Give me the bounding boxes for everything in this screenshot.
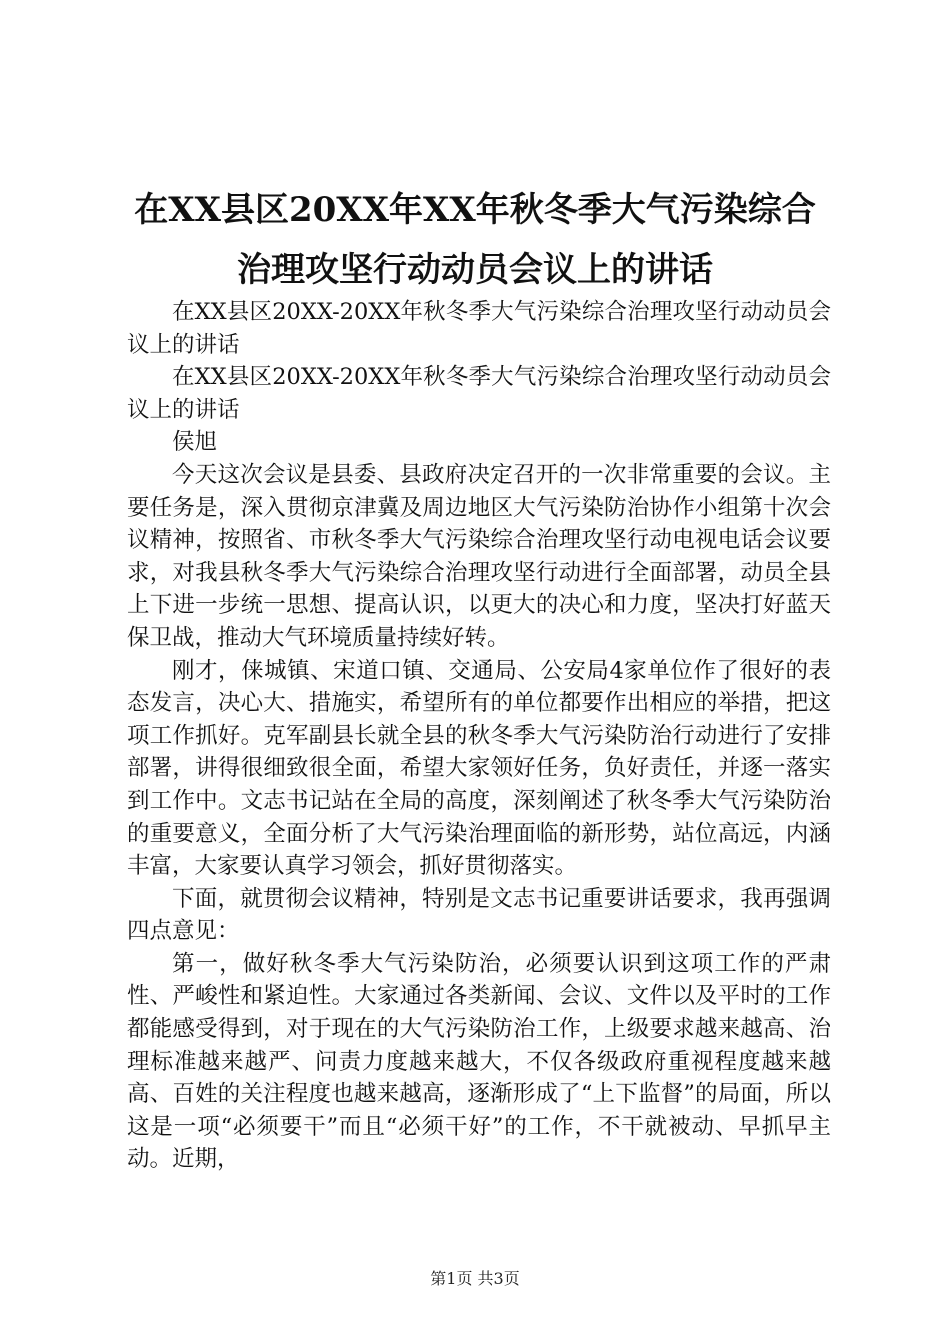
paragraph-intro: 今天这次会议是县委、县政府决定召开的一次非常重要的会议。主要任务是，深入贯彻京津冀及周边地区大气污染防治协作小组第十次会议精神，按照省、市秋冬季大气污染综合治理攻坚行动电视电话会议要求，对我县秋冬季大气污染综合治理攻坚行动进行全面部署，动员全县上下进一步统一思想、提高认识，以更大的决心和力度，坚决打好蓝天保卫战，推动大气环境质量持续好转。: [127, 461, 831, 651]
paragraph-point-one: 第一，做好秋冬季大气污染防治，必须要认识到这项工作的严肃性、严峻性和紧迫性。大家通过各类新闻、会议、文件以及平时的工作都能感受得到，对于现在的大气污染防治工作，上级要求越来越高、治理标准越来越严、问责力度越来越大，不仅各级政府重视程度越来越高、百姓的关注程度也越来越高，逐渐形成了“上下监督”的局面，所以这是一项“必须要干”而且“必须干好”的工作，不干就被动、早抓早主动。近期，: [127, 950, 831, 1173]
paragraph-heading-repeat-1: 在XX县区20XX-20XX年秋冬季大气污染综合治理攻坚行动动员会议上的讲话: [127, 299, 831, 358]
page-footer: 第1页 共3页: [430, 1269, 520, 1288]
document-title-line-1: 在XX县区20XX年XX年秋冬季大气污染综合: [134, 190, 816, 230]
paragraph-author: 侯旭: [172, 429, 218, 456]
paragraph-review: 刚才，俫城镇、宋道口镇、交通局、公安局4家单位作了很好的表态发言，决心大、措施实，希望所有的单位都要作出相应的举措，把这项工作抓好。克军副县长就全县的秋冬季大气污染防治行动进行了安排部署，讲得很细致很全面，希望大家领好任务，负好责任，并逐一落实到工作中。文志书记站在全局的高度，深刻阐述了秋冬季大气污染防治的重要意义，全面分析了大气污染治理面临的新形势，站位高远，内涵丰富，大家要认真学习领会，抓好贯彻落实。: [127, 657, 831, 880]
document-body: [127, 296, 831, 1176]
paragraph-heading-repeat-2: 在XX县区20XX-20XX年秋冬季大气污染综合治理攻坚行动动员会议上的讲话: [127, 364, 831, 423]
document-title-line-2: 治理攻坚行动动员会议上的讲话: [237, 250, 713, 290]
paragraph-transition: 下面，就贯彻会议精神，特别是文志书记重要讲话要求，我再强调四点意见：: [127, 885, 831, 945]
